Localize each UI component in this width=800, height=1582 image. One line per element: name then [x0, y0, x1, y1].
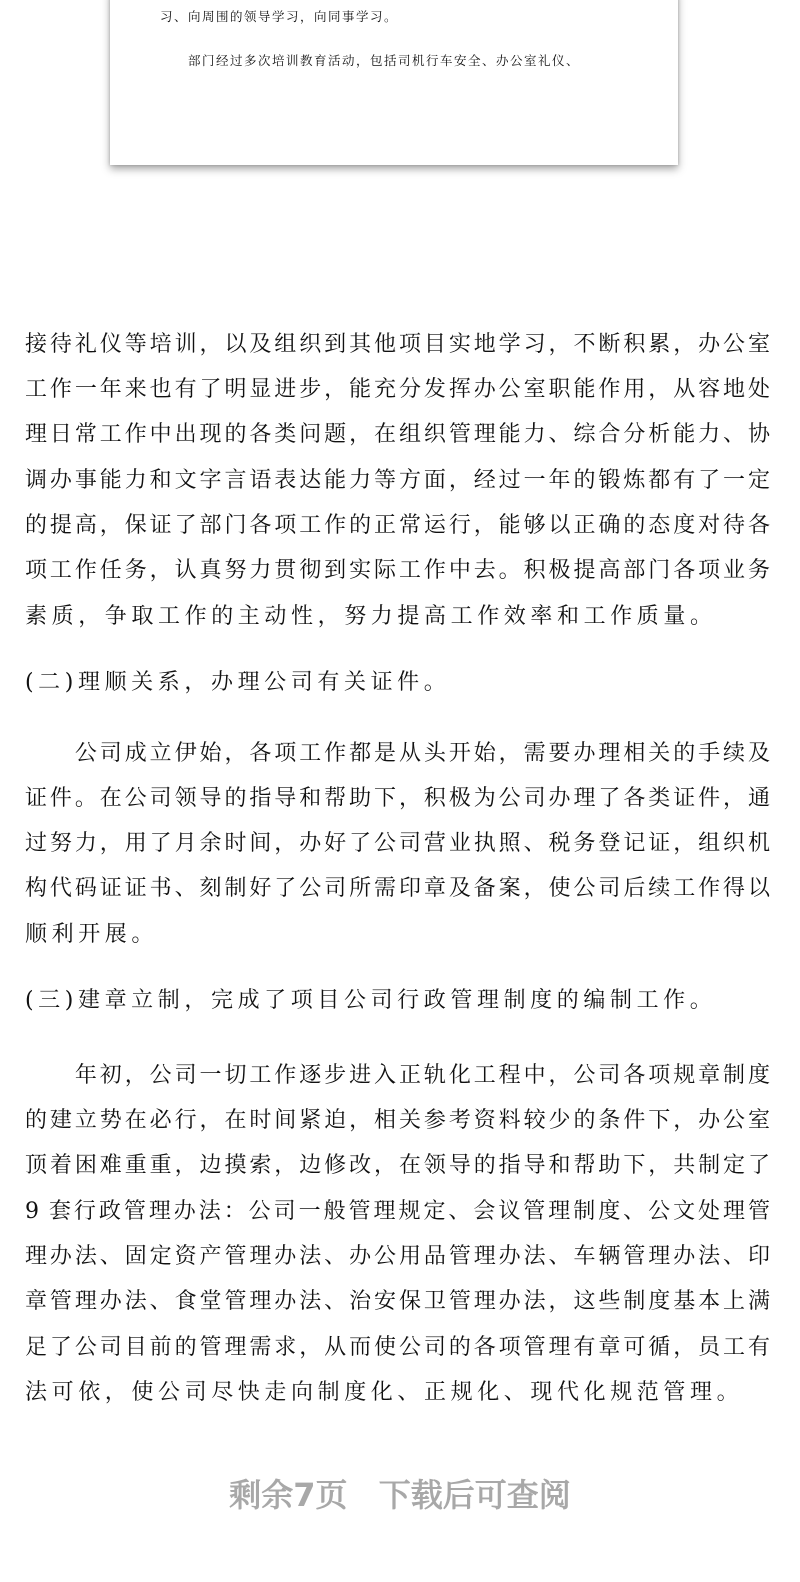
preview-line: 习、向周围的领导学习，向同事学习。 — [160, 9, 399, 24]
body-text-line: 项工作任务，认真努力贯彻到实际工作中去。积极提高部门各项业务 — [25, 558, 770, 583]
section-heading: (二)理顺关系，办理公司有关证件。 — [25, 670, 451, 695]
body-text-line: 证件。在公司领导的指导和帮助下，积极为公司办理了各类证件，通 — [25, 786, 770, 811]
page-preview-card — [110, 0, 678, 165]
body-text-line: 公司成立伊始，各项工作都是从头开始，需要办理相关的手续及 — [25, 741, 770, 766]
download-prompt[interactable]: 剩余7页 下载后可查阅 — [229, 1476, 571, 1514]
body-text-line: 年初，公司一切工作逐步进入正轨化工程中，公司各项规章制度 — [25, 1063, 770, 1088]
body-text-line: 的建立势在必行，在时间紧迫，相关参考资料较少的条件下，办公室 — [25, 1108, 770, 1133]
body-text-line: 调办事能力和文字言语表达能力等方面，经过一年的锻炼都有了一定 — [25, 468, 770, 493]
body-text-line: 顺利开展。 — [25, 922, 159, 947]
body-text-line: 过努力，用了月余时间，办好了公司营业执照、税务登记证，组织机 — [25, 831, 770, 856]
body-text-line: 工作一年来也有了明显进步，能充分发挥办公室职能作用，从容地处 — [25, 377, 770, 402]
body-text-line: 足了公司目前的管理需求，从而使公司的各项管理有章可循，员工有 — [25, 1335, 770, 1360]
section-heading: (三)建章立制，完成了项目公司行政管理制度的编制工作。 — [25, 988, 717, 1013]
body-text-line: 的提高，保证了部门各项工作的正常运行，能够以正确的态度对待各 — [25, 513, 770, 538]
body-text-line: 9 套行政管理办法：公司一般管理规定、会议管理制度、公文处理管 — [25, 1199, 770, 1224]
body-text-line: 理办法、固定资产管理办法、办公用品管理办法、车辆管理办法、印 — [25, 1244, 770, 1269]
body-text-line: 接待礼仪等培训，以及组织到其他项目实地学习，不断积累，办公室 — [25, 332, 770, 357]
body-text-line: 章管理办法、食堂管理办法、治安保卫管理办法，这些制度基本上满 — [25, 1289, 770, 1314]
preview-line: 部门经过多次培训教育活动，包括司机行车安全、办公室礼仪、 — [188, 53, 581, 68]
body-text-line: 法可依，使公司尽快走向制度化、正规化、现代化规范管理。 — [25, 1380, 744, 1405]
body-text-line: 素质，争取工作的主动性，努力提高工作效率和工作质量。 — [25, 604, 717, 629]
body-text-line: 构代码证证书、刻制好了公司所需印章及备案，使公司后续工作得以 — [25, 876, 770, 901]
body-text-line: 顶着困难重重，边摸索，边修改，在领导的指导和帮助下，共制定了 — [25, 1153, 770, 1178]
body-text-line: 理日常工作中出现的各类问题，在组织管理能力、综合分析能力、协 — [25, 422, 770, 447]
